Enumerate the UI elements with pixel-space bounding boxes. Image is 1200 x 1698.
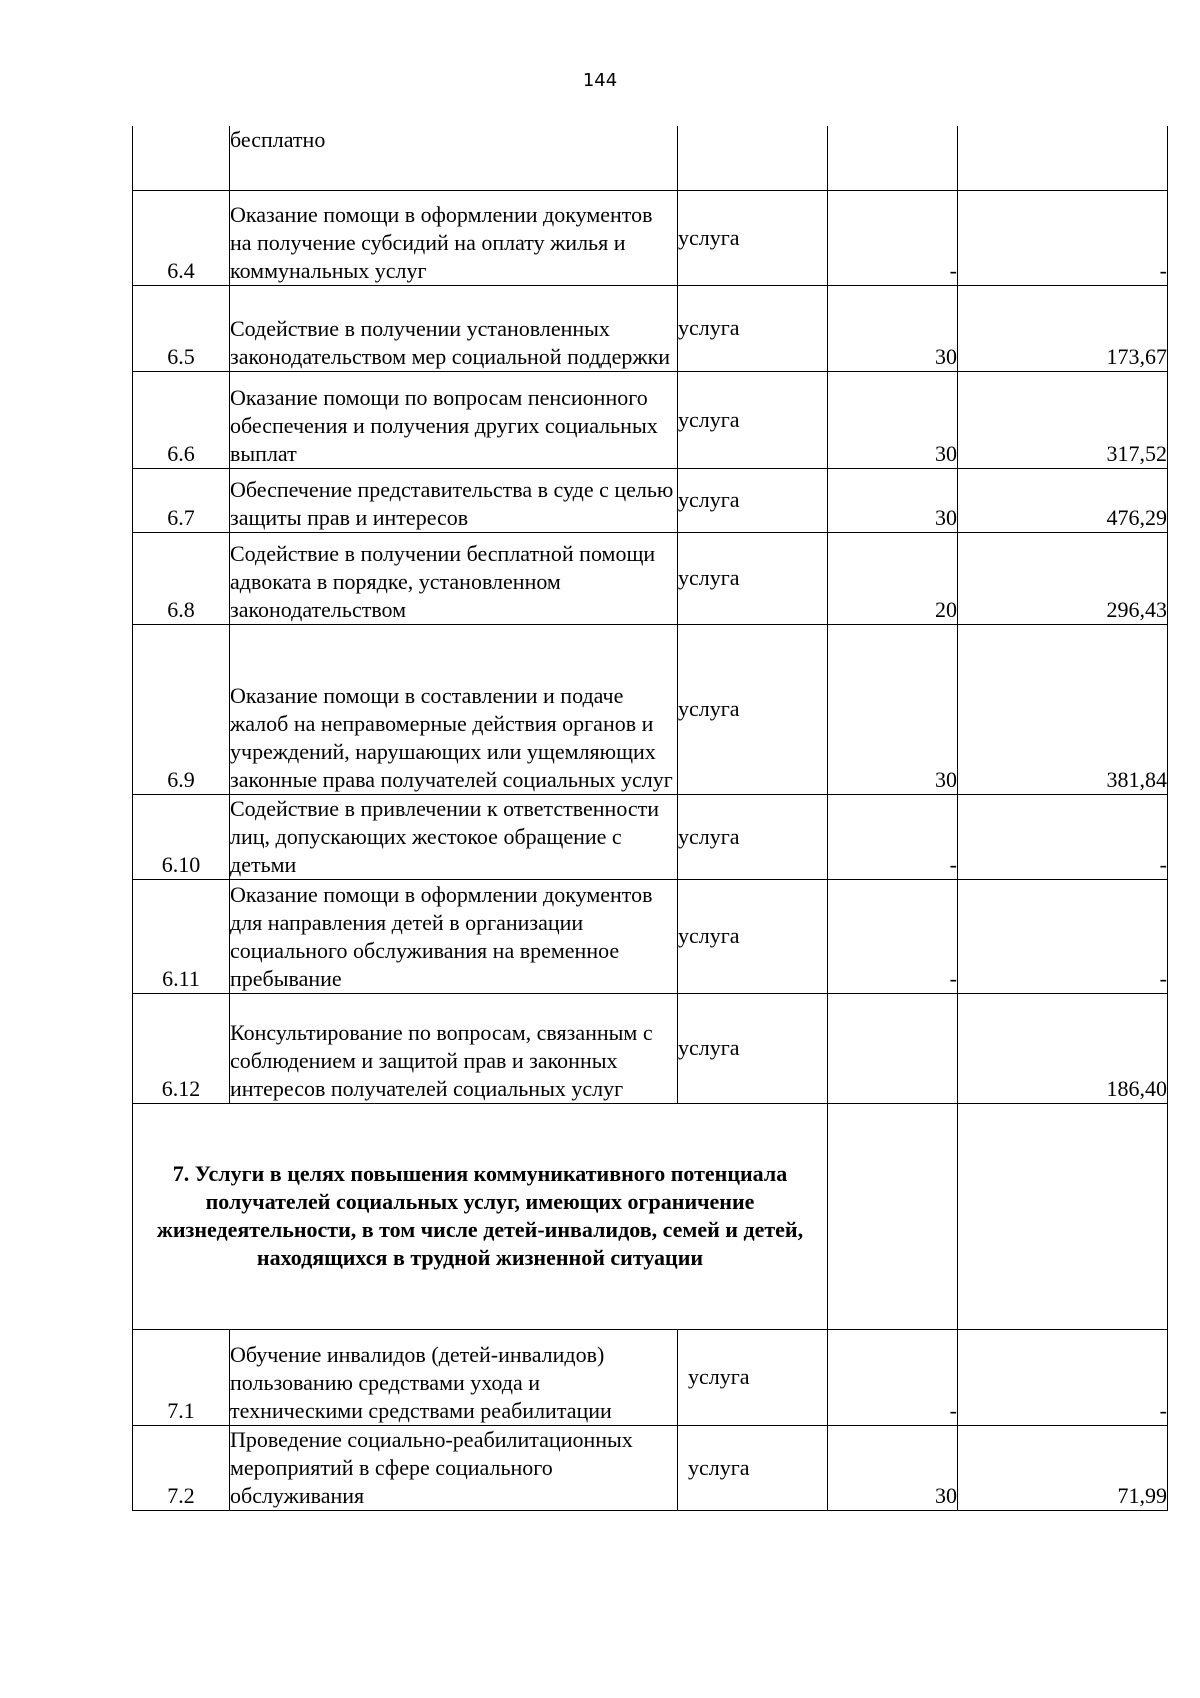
row-number-cell: 6.7 [133, 468, 230, 532]
service-name-cell: Проведение социально-реабилитационных мероприятий в сфере социального обслуживания [230, 1425, 678, 1510]
price-cell: - [958, 879, 1168, 993]
services-table [132, 126, 1168, 1511]
unit-cell: услуга [678, 1329, 828, 1425]
quantity-cell: 30 [828, 624, 958, 794]
price-cell: - [958, 1329, 1168, 1425]
price-cell: 381,84 [958, 624, 1168, 794]
service-name-cell: Оказание помощи в оформлении документов на получение субсидий на оплату жилья и коммунальных услуг [230, 190, 678, 285]
unit-cell: услуга [678, 794, 828, 879]
quantity-cell: 30 [828, 371, 958, 468]
unit-cell: услуга [678, 532, 828, 624]
service-name: бесплатно [230, 127, 326, 152]
service-name-cell: Обучение инвалидов (детей-инвалидов) пользованию средствами ухода и техническими средствами реабилитации [230, 1329, 678, 1425]
table-row [133, 468, 1168, 532]
price-cell: 173,67 [958, 285, 1168, 371]
unit-cell [678, 126, 828, 190]
service-name-cell: Оказание помощи в оформлении документов для направления детей в организации социального обслуживания на временное пребывание [230, 879, 678, 993]
table-row [133, 190, 1168, 285]
quantity-cell [828, 126, 958, 190]
price-cell: 71,99 [958, 1425, 1168, 1510]
row-number-cell: 6.8 [133, 532, 230, 624]
quantity-cell: 30 [828, 468, 958, 532]
table-row [133, 993, 1168, 1103]
row-number-cell: 6.4 [133, 190, 230, 285]
service-name-cell: Консультирование по вопросам, связанным с соблюдением и защитой прав и законных интересов получателей социальных услуг [230, 993, 678, 1103]
table-row [133, 126, 1168, 190]
price-cell: - [958, 190, 1168, 285]
table-row [133, 794, 1168, 879]
table-row [133, 371, 1168, 468]
row-number-cell: 6.11 [133, 879, 230, 993]
service-name-cell: Оказание помощи по вопросам пенсионного обеспечения и получения других социальных выплат [230, 371, 678, 468]
section-7-title: 7. Услуги в целях повышения коммуникативного потенциала получателей социальных услуг, имеющих ограничение жизнедеятельности, в том числе детей-инвалидов, семей и детей, находящихся в трудной жизненной ситуации [133, 1103, 828, 1329]
service-name-cell: Обеспечение представительства в суде с целью защиты прав и интересов [230, 468, 678, 532]
row-number-cell: 7.1 [133, 1329, 230, 1425]
row-number-cell [133, 126, 230, 190]
quantity-cell [828, 993, 958, 1103]
quantity-cell: - [828, 879, 958, 993]
quantity-cell: 30 [828, 285, 958, 371]
section-empty-cell [828, 1103, 958, 1329]
unit-cell: услуга [678, 371, 828, 468]
price-cell: 317,52 [958, 371, 1168, 468]
row-number-cell: 7.2 [133, 1425, 230, 1510]
service-name-cell: Содействие в получении бесплатной помощи адвоката в порядке, установленном законодательством [230, 532, 678, 624]
unit-cell: услуга [678, 468, 828, 532]
price-cell: 296,43 [958, 532, 1168, 624]
row-number-cell: 6.12 [133, 993, 230, 1103]
unit-cell: услуга [678, 1425, 828, 1510]
unit-cell: услуга [678, 993, 828, 1103]
price-cell [958, 126, 1168, 190]
quantity-cell: - [828, 190, 958, 285]
table-row [133, 1425, 1168, 1510]
section-empty-cell [958, 1103, 1168, 1329]
unit-cell: услуга [678, 624, 828, 794]
page-number: 144 [582, 70, 618, 91]
unit-cell: услуга [678, 285, 828, 371]
table-row [133, 624, 1168, 794]
row-number-cell: 6.9 [133, 624, 230, 794]
table-row [133, 1329, 1168, 1425]
service-name-cell: Содействие в получении установленных законодательством мер социальной поддержки [230, 285, 678, 371]
row-number-cell: 6.5 [133, 285, 230, 371]
price-cell: 476,29 [958, 468, 1168, 532]
quantity-cell: 20 [828, 532, 958, 624]
quantity-cell: - [828, 794, 958, 879]
service-name-cell: Содействие в привлечении к ответственности лиц, допускающих жестокое обращение с детьми [230, 794, 678, 879]
table-row [133, 285, 1168, 371]
row-number-cell: 6.10 [133, 794, 230, 879]
table-row [133, 879, 1168, 993]
section-header-row [133, 1103, 1168, 1329]
unit-cell: услуга [678, 190, 828, 285]
row-number-cell: 6.6 [133, 371, 230, 468]
service-name-cell: Оказание помощи в составлении и подаче жалоб на неправомерные действия органов и учреждений, нарушающих или ущемляющих законные права получателей социальных услуг [230, 624, 678, 794]
price-cell: - [958, 794, 1168, 879]
quantity-cell: 30 [828, 1425, 958, 1510]
service-name-cell [230, 126, 678, 190]
price-cell: 186,40 [958, 993, 1168, 1103]
table-row [133, 532, 1168, 624]
quantity-cell: - [828, 1329, 958, 1425]
unit-cell: услуга [678, 879, 828, 993]
